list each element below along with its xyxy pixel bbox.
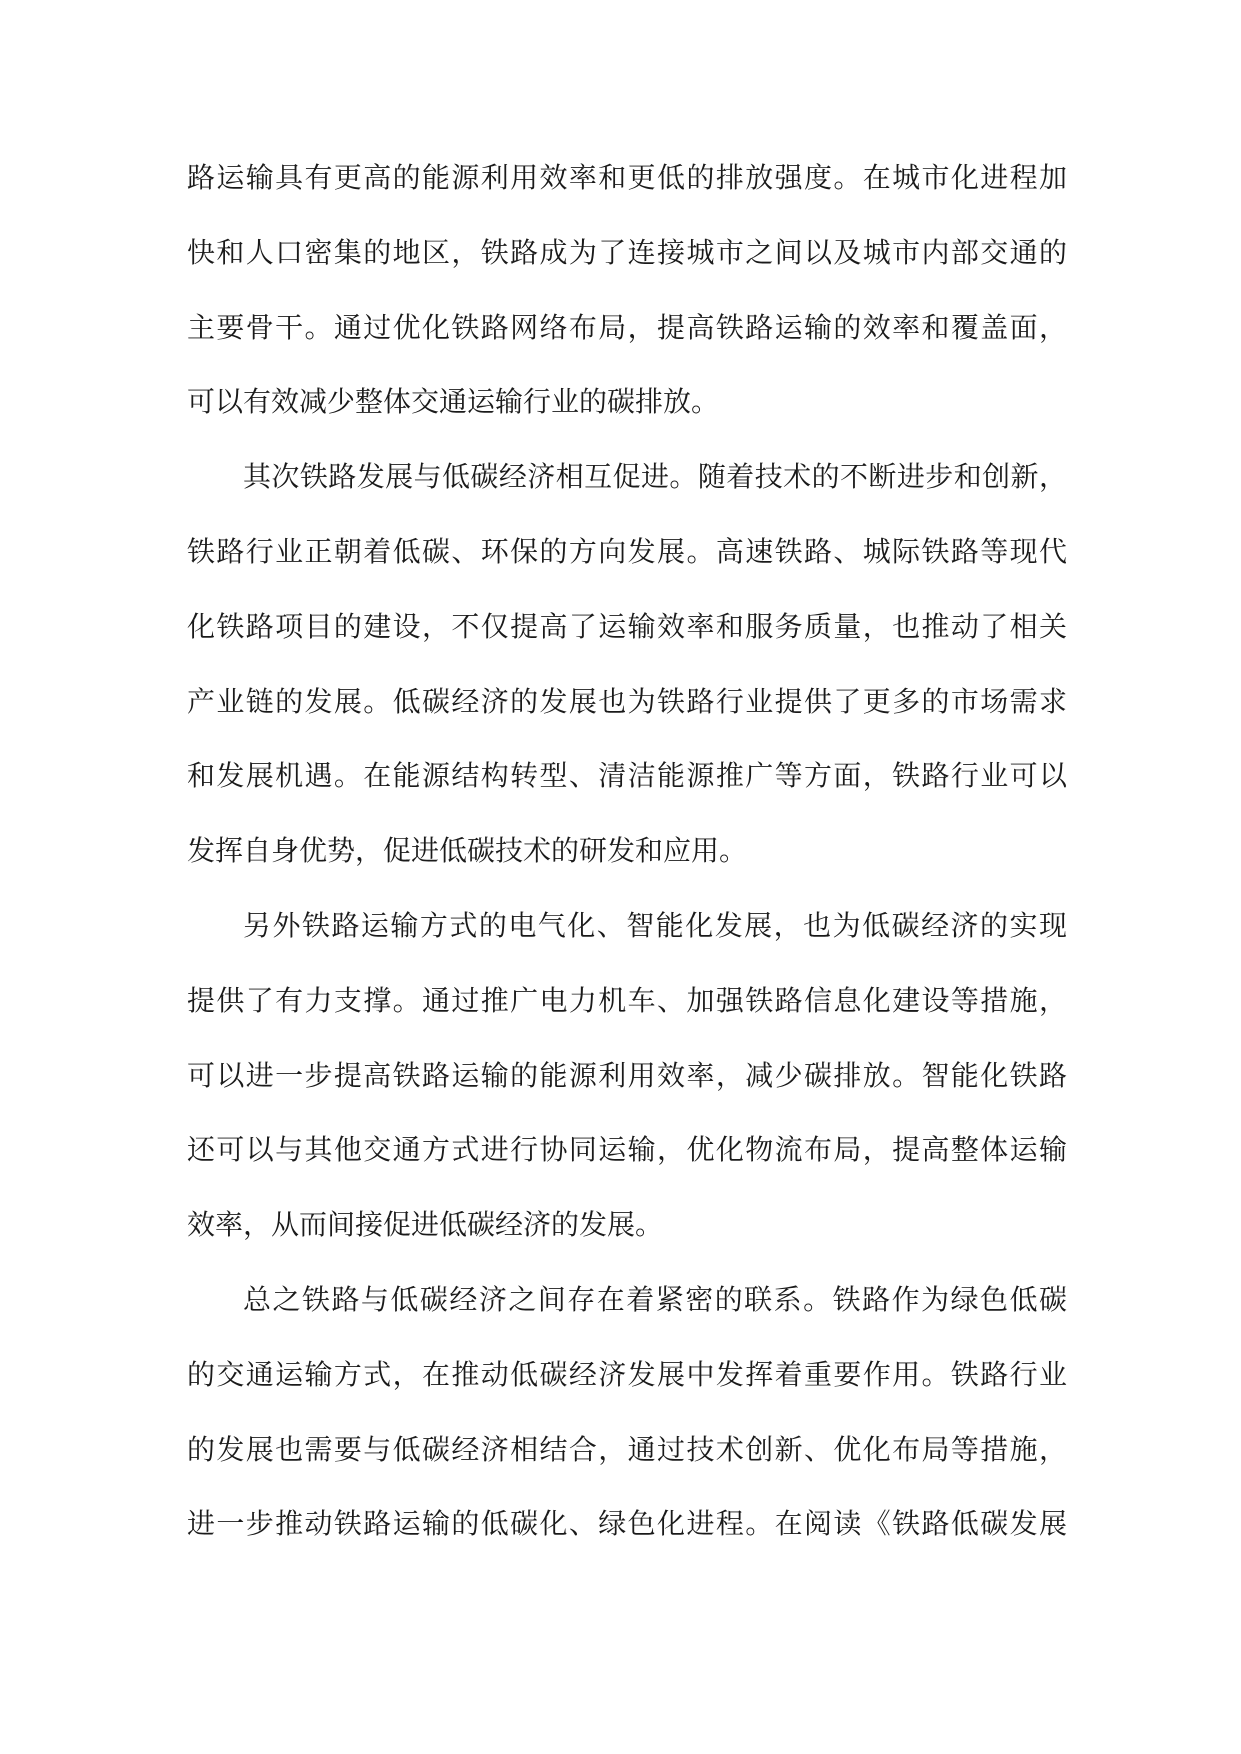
text-line: 快和人口密集的地区，铁路成为了连接城市之间以及城市内部交通的 (187, 235, 1067, 269)
text-line: 产业链的发展。低碳经济的发展也为铁路行业提供了更多的市场需求 (187, 684, 1067, 718)
text-line: 另外铁路运输方式的电气化、智能化发展，也为低碳经济的实现 (243, 908, 1067, 942)
paragraph (187, 141, 1067, 440)
text-line: 提供了有力支撑。通过推广电力机车、加强铁路信息化建设等措施， (187, 983, 1067, 1017)
text-line: 化铁路项目的建设，不仅提高了运输效率和服务质量，也推动了相关 (187, 609, 1067, 643)
text-line: 主要骨干。通过优化铁路网络布局，提高铁路运输的效率和覆盖面， (187, 310, 1067, 344)
text-line: 进一步推动铁路运输的低碳化、绿色化进程。在阅读《铁路低碳发展 (187, 1507, 1067, 1541)
paragraph (187, 889, 1067, 1263)
text-line: 效率，从而间接促进低碳经济的发展。 (187, 1208, 664, 1242)
text-line: 的交通运输方式，在推动低碳经济发展中发挥着重要作用。铁路行业 (187, 1357, 1067, 1391)
text-line: 和发展机遇。在能源结构转型、清洁能源推广等方面，铁路行业可以 (187, 759, 1067, 793)
text-line: 其次铁路发展与低碳经济相互促进。随着技术的不断进步和创新， (243, 460, 1067, 494)
text-line: 的发展也需要与低碳经济相结合，通过技术创新、优化布局等措施， (187, 1432, 1067, 1466)
text-line: 路运输具有更高的能源利用效率和更低的排放强度。在城市化进程加 (187, 161, 1067, 194)
text-line: 可以进一步提高铁路运输的能源利用效率，减少碳排放。智能化铁路 (187, 1058, 1067, 1092)
text-line: 还可以与其他交通方式进行协同运输，优化物流布局，提高整体运输 (187, 1133, 1067, 1167)
text-line: 总之铁路与低碳经济之间存在着紧密的联系。铁路作为绿色低碳 (243, 1282, 1067, 1316)
text-line: 可以有效减少整体交通运输行业的碳排放。 (187, 385, 720, 419)
paragraph (187, 440, 1067, 889)
body-text (187, 141, 1067, 1562)
text-line: 发挥自身优势，促进低碳技术的研发和应用。 (187, 834, 748, 868)
paragraph (187, 1263, 1067, 1562)
text-line: 铁路行业正朝着低碳、环保的方向发展。高速铁路、城际铁路等现代 (187, 534, 1067, 568)
